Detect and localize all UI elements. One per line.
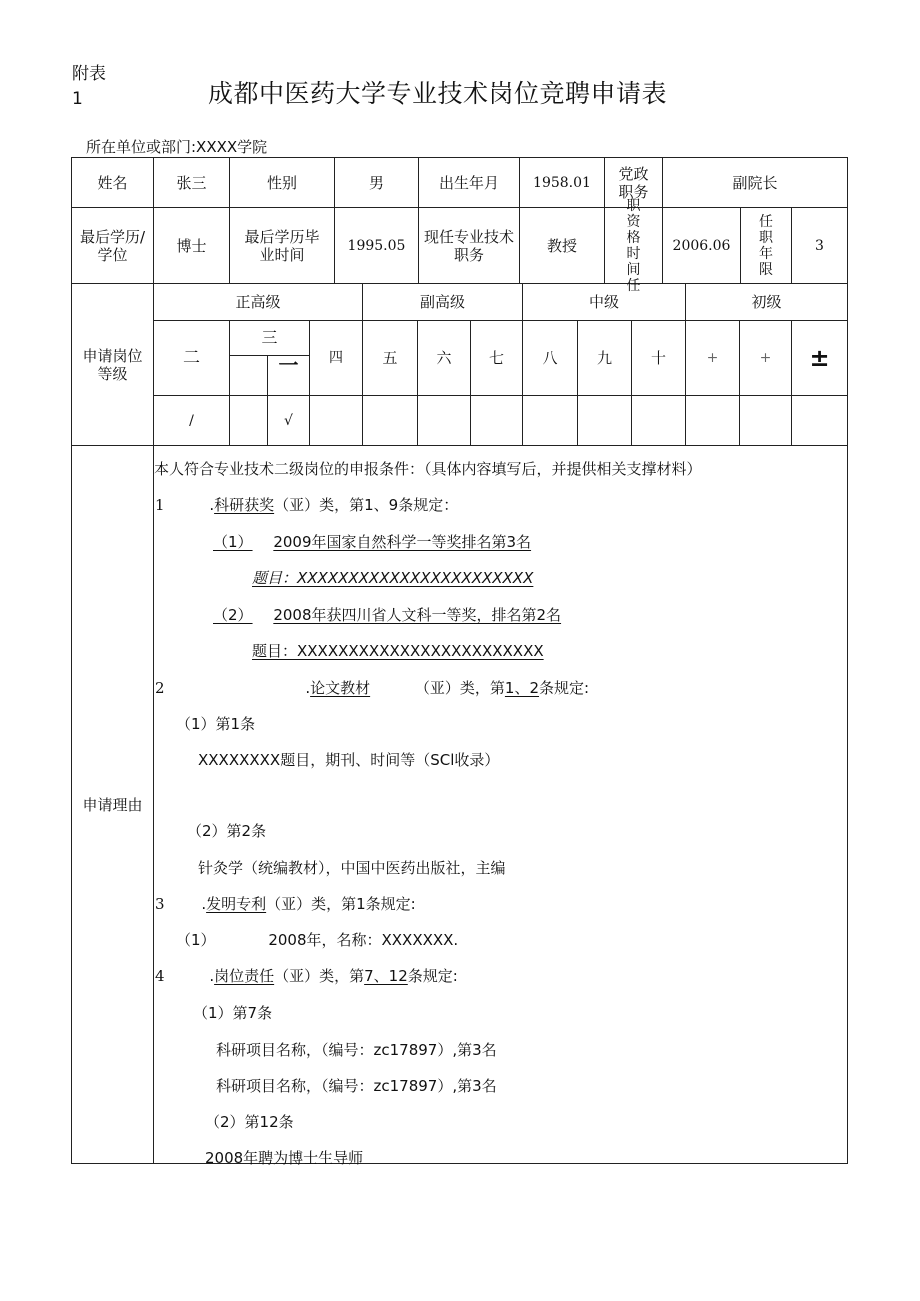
section-1-item-1-topic: [252, 567, 533, 588]
tenure-label-text: 任职年限: [759, 213, 773, 278]
reason-intro: 本人符合专业技术二级岗位的申报条件：（具体内容填写后，并提供相关支撑材料）: [154, 460, 702, 478]
level-13: ±: [809, 344, 830, 372]
birth-value: 1958.01: [533, 174, 591, 191]
section-1: [155, 494, 458, 515]
section-3-dot: .: [201, 895, 207, 913]
page-title: 成都中医药大学专业技术岗位竞聘申请表: [208, 79, 668, 108]
name-label: 姓名: [97, 173, 128, 192]
education-value: 博士: [176, 236, 207, 255]
group-intermediate: 中级: [588, 293, 619, 311]
section-3-item-1-text: 2008年，名称：XXXXXXX.: [268, 931, 459, 949]
section-4-item-1-a: 科研项目名称，（编号：zc17897）,第3名: [216, 1041, 497, 1059]
current-title-value: 教授: [546, 236, 577, 255]
section-2-item-2: （2）第2条: [187, 822, 267, 840]
section-4-item-1-b: 科研项目名称，（编号：zc17897）,第3名: [216, 1077, 497, 1095]
education-label: 最后学历/学位: [79, 227, 146, 264]
birth-label: 出生年月: [438, 173, 499, 192]
section-4-category: 岗位责任: [214, 967, 275, 985]
section-2-end: 条规定:: [539, 679, 590, 697]
section-1-item-2: [205, 604, 561, 625]
section-1-item-1-number: （1）: [213, 533, 253, 551]
section-1-item-1-text: 2009年国家自然科学一等奖排名第3名: [273, 533, 532, 551]
section-4-end: 条规定:: [407, 967, 458, 985]
attachment-line-2: 1: [72, 89, 83, 109]
level-6: 六: [436, 349, 452, 367]
section-4-rule: （亚）类，第: [274, 967, 365, 985]
tenure-label: [741, 208, 791, 283]
section-3-category: 发明专利: [206, 895, 267, 913]
level-8: 八: [542, 349, 558, 367]
party-post-label: 党政职务: [618, 164, 649, 201]
level-3: 三: [261, 328, 278, 347]
level-3-sub-mark: 一: [278, 353, 299, 377]
section-4: [155, 965, 458, 986]
section-2-items: 1、2: [504, 679, 540, 697]
section-1-rule: （亚）类，第1、9条规定：: [274, 496, 459, 514]
level-4: 四: [329, 350, 343, 366]
section-2-category: 论文教材: [310, 679, 371, 697]
section-1-item-1: [205, 531, 531, 552]
qualification-time-label-text: 职资格时间任: [626, 197, 641, 294]
section-4-dot: .: [209, 967, 215, 985]
section-2-item-1-detail: XXXXXXXX题目，期刊、时间等（SCl收录）: [198, 751, 500, 769]
gender-label: 性别: [266, 173, 297, 192]
section-4-number: 4: [155, 967, 165, 985]
section-1-item-2-number: （2）: [213, 606, 253, 624]
tenure-value: 3: [815, 237, 824, 254]
attachment-line-1: 附表: [72, 64, 106, 84]
qualification-time-label: [605, 197, 662, 294]
section-4-item-1: （1）第7条: [193, 1004, 273, 1022]
section-1-item-1-topic-text: 题目：XXXXXXXXXXXXXXXXXXXXXXX: [252, 569, 534, 587]
graduation-time-label: 最后学历毕业时间: [244, 227, 320, 264]
check-level-3a[interactable]: [230, 396, 267, 445]
section-2-number: 2: [155, 679, 165, 697]
section-2-item-2-detail: 针灸学（统编教材），中国中医药出版社，主编: [198, 859, 506, 877]
level-9: 九: [596, 349, 612, 367]
reason-label: 申请理由: [82, 795, 143, 814]
level-7: 七: [488, 349, 504, 367]
section-1-item-2-text: 2008年获四川省人文科一等奖，排名第2名: [273, 606, 562, 624]
section-1-number: 1: [155, 496, 165, 514]
section-2-item-1: （1）第1条: [176, 715, 256, 733]
section-4-item-2-a: 2008年聘为博士生导师: [205, 1149, 364, 1167]
section-1-category: 科研获奖: [214, 496, 275, 514]
section-3: [155, 893, 416, 914]
party-post-value: 副院长: [732, 173, 778, 192]
qualification-time-value: 2006.06: [672, 237, 731, 254]
current-title-label: 现任专业技术职务: [423, 227, 514, 264]
grade-section-label: 申请岗位等级: [82, 346, 143, 383]
gender-value: 男: [368, 173, 384, 192]
level-5: 五: [382, 349, 398, 367]
check-level-3[interactable]: √: [284, 412, 293, 429]
section-1-item-2-topic: 题目：XXXXXXXXXXXXXXXXXXXXXXXX: [252, 642, 544, 660]
section-2-dot: .: [305, 679, 311, 697]
level-10: 十: [650, 349, 666, 367]
section-3-item-1-number: （1）: [176, 931, 216, 949]
section-3-number: 3: [155, 895, 165, 913]
group-associate: 副高级: [419, 293, 465, 311]
group-junior: 初级: [751, 293, 782, 311]
level-2: 二: [183, 348, 200, 368]
unit-label: 所在单位或部门:XXXX学院: [86, 138, 268, 156]
section-4-items: 7、12: [364, 967, 408, 985]
group-senior: 正高级: [235, 293, 281, 311]
level-11: +: [706, 350, 719, 366]
section-2: [155, 677, 589, 698]
level-12: +: [759, 350, 772, 366]
section-2-rule: （亚）类，第: [414, 679, 505, 697]
name-value: 张三: [176, 173, 207, 192]
check-level-2[interactable]: /: [189, 412, 194, 429]
section-3-rule: （亚）类，第1条规定:: [266, 895, 416, 913]
section-4-item-2: （2）第12条: [205, 1113, 294, 1131]
graduation-time-value: 1995.05: [347, 237, 406, 254]
section-1-dot: .: [209, 496, 215, 514]
section-3-item-1: [176, 929, 458, 950]
